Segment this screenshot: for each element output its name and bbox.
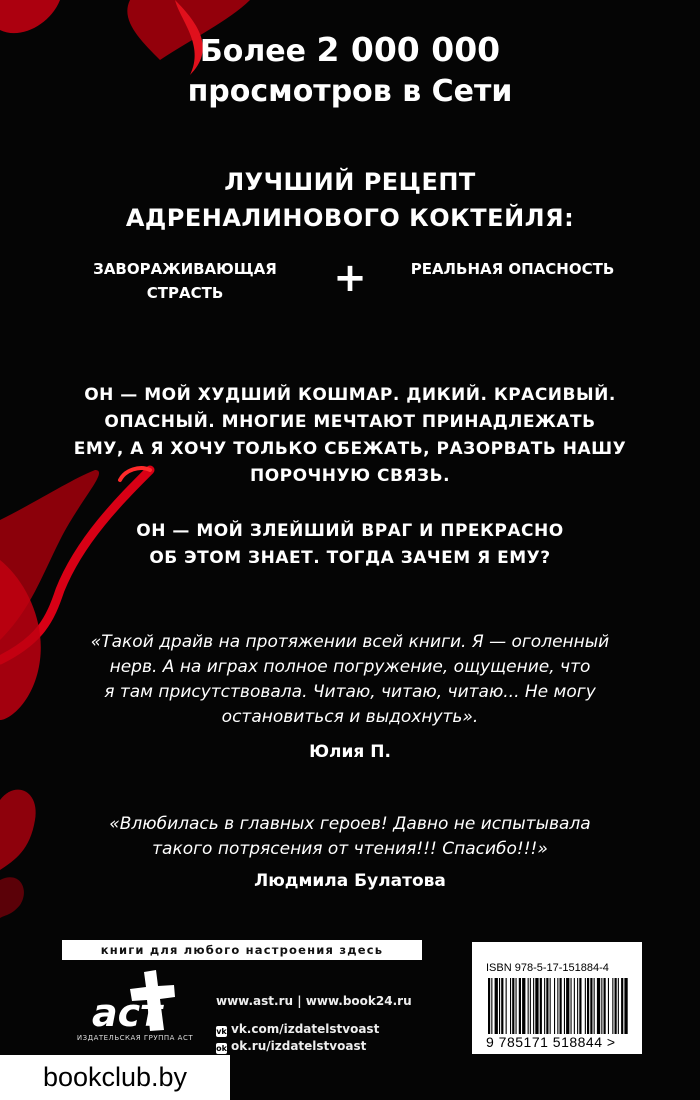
barcode-bar	[516, 978, 517, 1034]
barcode-bar	[546, 978, 548, 1034]
recipe-heading-line-2: АДРЕНАЛИНОВОГО КОКТЕЙЛЯ:	[125, 204, 575, 232]
barcode-bar	[604, 978, 606, 1034]
social-link-ok[interactable]	[216, 1039, 366, 1054]
publisher-websites: www.ast.ru | www.book24.ru	[216, 994, 412, 1008]
barcode-bar	[550, 978, 551, 1034]
recipe-heading	[0, 164, 700, 236]
views-claim	[0, 30, 700, 112]
recipe-heading-line-1: ЛУЧШИЙ РЕЦЕПТ	[224, 168, 476, 196]
barcode-bar	[577, 978, 578, 1034]
review-line: такого потрясения от чтения!!! Спасибо!!!»	[152, 839, 548, 859]
social-link-text: vk.com/izdatelstvoast	[231, 1022, 380, 1036]
barcode-bar	[571, 978, 572, 1034]
review-author-1: Юлия П.	[309, 742, 391, 762]
barcode-bar	[499, 978, 500, 1034]
ok-icon: ok	[216, 1044, 227, 1053]
ingredient-passion-line-2: СТРАСТЬ	[146, 284, 224, 302]
barcode-image	[486, 978, 632, 1036]
barcode-bar	[560, 978, 562, 1034]
barcode-bar	[540, 978, 542, 1034]
barcode-bar	[488, 978, 490, 1034]
barcode-bar	[501, 978, 503, 1034]
barcode-bar	[535, 978, 538, 1034]
vk-icon: vk	[216, 1027, 227, 1036]
barcode-bar	[597, 978, 600, 1034]
barcode-bar	[615, 978, 617, 1034]
barcode-bar	[554, 978, 555, 1034]
blurb-line: ОБ ЭТОМ ЗНАЕТ. ТОГДА ЗАЧЕМ Я ЕМУ?	[149, 548, 551, 568]
blurb-line: ЕМУ, А Я ХОЧУ ТОЛЬКО СБЕЖАТЬ, РАЗОРВАТЬ НАШУ	[73, 439, 627, 459]
review-line: остановиться и выдохнуть».	[221, 707, 479, 727]
barcode-bar	[579, 978, 581, 1034]
barcode-panel	[472, 942, 642, 1054]
barcode-bar	[601, 978, 602, 1034]
ingredient-passion	[70, 257, 300, 305]
ast-logo-icon	[72, 968, 202, 1034]
barcode-bar	[510, 978, 511, 1034]
barcode-bar	[533, 978, 534, 1034]
social-link-text: ok.ru/izdatelstvoast	[231, 1039, 367, 1053]
blurb-line: ОН — МОЙ ЗЛЕЙШИЙ ВРАГ И ПРЕКРАСНО	[136, 521, 564, 541]
blurb-paragraph-2	[70, 518, 630, 572]
barcode-bar	[564, 978, 565, 1034]
review-author-2: Людмила Булатова	[254, 871, 446, 891]
barcode-bar	[491, 978, 492, 1034]
tagline-banner: книги для любого настроения здесь	[62, 940, 422, 960]
blurb-line: ОН — МОЙ ХУДШИЙ КОШМАР. ДИКИЙ. КРАСИВЫЙ.	[84, 385, 616, 405]
review-quote-1	[40, 630, 660, 730]
ingredient-passion-line-1: ЗАВОРАЖИВАЮЩАЯ	[93, 260, 277, 278]
blurb-paragraph-1	[70, 382, 630, 490]
barcode-bar	[512, 978, 514, 1034]
barcode-bar	[608, 978, 609, 1034]
barcode-bar	[566, 978, 569, 1034]
review-line: «Влюбилась в главных героев! Давно не испытывала	[109, 814, 591, 834]
review-line: я там присутствовала. Читаю, читаю, читаю... Не могу	[104, 682, 596, 702]
barcode-bar	[530, 978, 531, 1034]
bookclub-watermark: bookclub.by	[0, 1055, 230, 1100]
barcode-bar	[594, 978, 595, 1034]
barcode-bar	[624, 978, 627, 1034]
review-line: «Такой драйв на протяжении всей книги. Я — оголенный	[90, 632, 610, 652]
social-link-vk[interactable]	[216, 1022, 379, 1037]
views-number: 2 000 000	[316, 30, 501, 69]
publisher-group-label: ИЗДАТЕЛЬСКАЯ ГРУППА АСТ	[76, 1034, 194, 1042]
barcode-bar	[612, 978, 613, 1034]
isbn-number: ISBN 978-5-17-151884-4	[486, 962, 609, 974]
barcode-bar	[495, 978, 498, 1034]
barcode-bar	[557, 978, 558, 1034]
barcode-bar	[621, 978, 623, 1034]
barcode-digits: 9 785171 518844 >	[486, 1034, 616, 1050]
barcode-bar	[618, 978, 619, 1034]
blurb-line: ОПАСНЫЙ. МНОГИЕ МЕЧТАЮТ ПРИНАДЛЕЖАТЬ	[104, 412, 596, 432]
review-line: нерв. А на играх полное погружение, ощущение, что	[109, 657, 591, 677]
barcode-bar	[574, 978, 575, 1034]
ast-logo-wordmark: аст	[92, 991, 163, 1034]
barcode-bar	[522, 978, 525, 1034]
blurb-line: ПОРОЧНУЮ СВЯЗЬ.	[249, 466, 451, 486]
barcode-bar	[590, 978, 592, 1034]
barcode-bar	[506, 978, 507, 1034]
barcode-bar	[587, 978, 589, 1034]
barcode-bar	[544, 978, 545, 1034]
review-quote-2	[40, 812, 660, 862]
ingredient-danger: РЕАЛЬНАЯ ОПАСНОСТЬ	[410, 260, 615, 278]
views-prefix: Более	[199, 34, 317, 69]
barcode-bar	[585, 978, 586, 1034]
views-subtitle: просмотров в Сети	[187, 74, 513, 109]
barcode-bar	[519, 978, 521, 1034]
plus-sign: +	[333, 255, 367, 301]
barcode-bar	[528, 978, 529, 1034]
